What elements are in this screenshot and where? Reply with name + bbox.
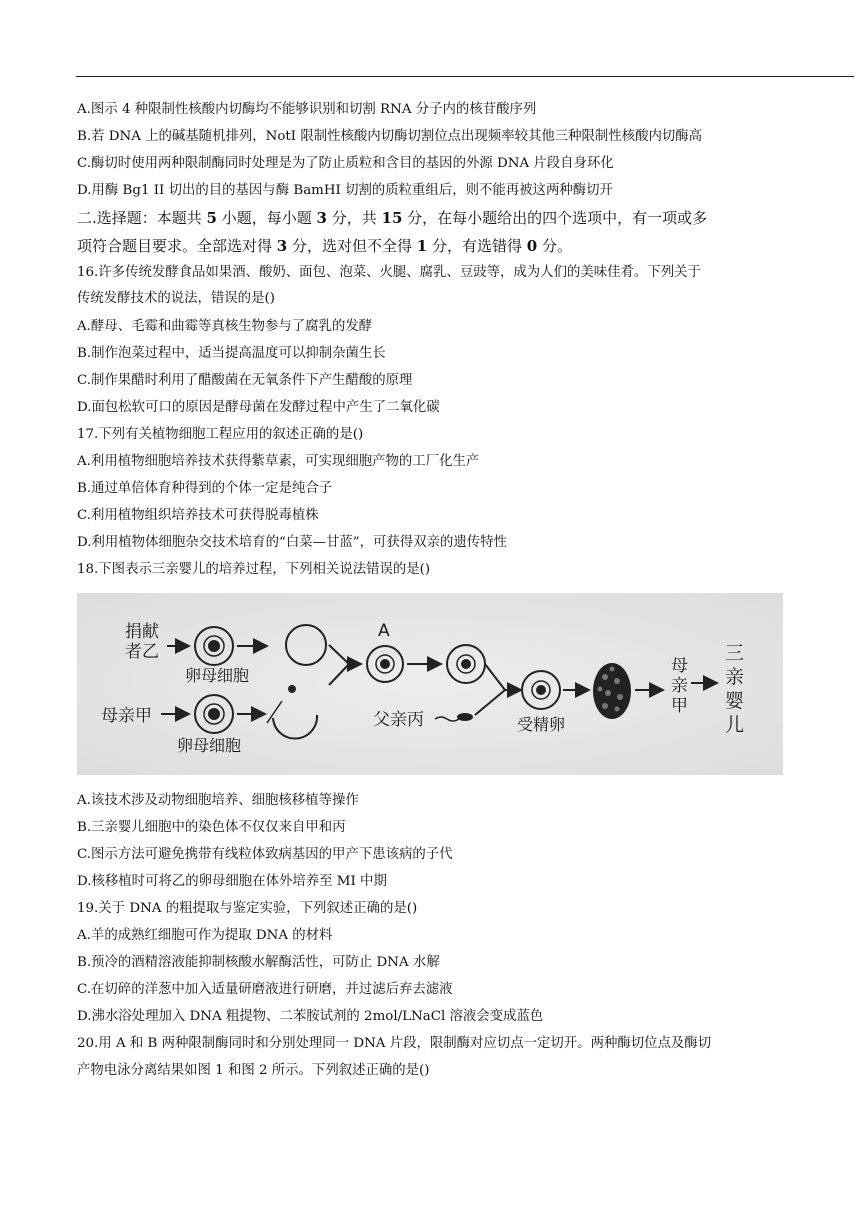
option-line: A.图示 4 种限制性核酸内切酶均不能够识别和切割 RNA 分子内的核苷酸序列: [77, 102, 537, 117]
section-instructions-line-1: 二.选择题：本题共 5 小题，每小题 3 分，共 15 分，在每小题给出的四个选项中，有一项或多: [77, 209, 708, 227]
donor-b-label-2: 者乙: [125, 642, 159, 662]
baby-label-2: 亲: [725, 666, 745, 688]
option-line: D.面包松软可口的原因是酵母菌在发酵过程中产生了二氧化碳: [77, 400, 440, 415]
question-18-stem: 18.下图表示三亲婴儿的培养过程，下列相关说法错误的是(): [77, 562, 431, 577]
option-line: D.沸水浴处理加入 DNA 粗提物、二苯胺试剂的 2mol/LNaCl 溶液会变成蓝色: [77, 1009, 544, 1024]
oocyte-label-a: 卵母细胞: [177, 736, 242, 755]
option-line: C.酶切时使用两种限制酶同时处理是为了防止质粒和含目的基因的外源 DNA 片段自身环化: [77, 156, 614, 171]
option-line: D.用酶 Bg1 II 切出的目的基因与酶 BamHI 切割的质粒重组后，则不能再被这两种酶切开: [77, 183, 613, 198]
mother-a-vertical-2: 亲: [671, 676, 688, 696]
mother-a-vertical-3: 甲: [671, 696, 688, 716]
question-19-stem: 19.关于 DNA 的粗提取与鉴定实验，下列叙述正确的是(): [77, 901, 418, 916]
question-16-stem: 传统发酵技术的说法，错误的是(): [77, 291, 275, 306]
question-16-stem: 16.许多传统发酵食品如果酒、酸奶、面包、泡菜、火腿、腐乳、豆豉等，成为人们的美味佳肴。下列关于: [77, 265, 701, 280]
label-a: A: [378, 621, 390, 641]
mother-a-label: 母亲甲: [101, 706, 152, 726]
father-c-label: 父亲丙: [373, 710, 424, 730]
nucleus-a: [288, 685, 296, 693]
option-line: D.核移植时可将乙的卵母细胞在体外培养至 MI 中期: [77, 874, 387, 889]
option-line: C.在切碎的洋葱中加入适量研磨液进行研磨，并过滤后弃去滤液: [77, 982, 453, 997]
donor-b-label-1: 捐献: [125, 622, 159, 642]
sperm-head: [457, 713, 473, 721]
option-line: B.三亲婴儿细胞中的染色体不仅仅来自甲和丙: [77, 820, 346, 835]
oocyte-label-b: 卵母细胞: [185, 666, 250, 685]
baby-label-1: 三: [725, 642, 745, 664]
option-line: A.该技术涉及动物细胞培养、细胞核移植等操作: [77, 793, 359, 808]
option-line: A.羊的成熟红细胞可作为提取 DNA 的材料: [77, 928, 333, 943]
mother-a-vertical-1: 母: [671, 656, 688, 676]
baby-label-4: 儿: [725, 714, 745, 736]
option-line: B.制作泡菜过程中，适当提高温度可以抑制杂菌生长: [77, 346, 386, 361]
option-line: C.利用植物组织培养技术可获得脱毒植株: [77, 508, 319, 523]
question-20-stem: 20.用 A 和 B 两种限制酶同时和分别处理同一 DNA 片段，限制酶对应切点一定切开。两种酶切位点及酶切: [77, 1036, 712, 1051]
option-line: D.利用植物体细胞杂交技术培育的“白菜—甘蓝”，可获得双亲的遗传特性: [77, 535, 507, 550]
baby-label-3: 婴: [725, 690, 745, 712]
option-line: A.酵母、毛霉和曲霉等真核生物参与了腐乳的发酵: [77, 319, 373, 334]
option-line: C.图示方法可避免携带有线粒体致病基因的甲产下患该病的子代: [77, 847, 453, 862]
question-20-stem: 产物电泳分离结果如图 1 和图 2 所示。下列叙述正确的是(): [77, 1063, 430, 1078]
header-rule: [76, 76, 854, 77]
question-17-stem: 17.下列有关植物细胞工程应用的叙述正确的是(): [77, 427, 364, 442]
zygote-label: 受精卵: [517, 715, 566, 734]
section-instructions-line-2: 项符合题目要求。全部选对得 3 分，选对但不全得 1 分，有选错得 0 分。: [77, 237, 572, 255]
option-line: C.制作果醋时利用了醋酸菌在无氧条件下产生醋酸的原理: [77, 373, 413, 388]
option-line: B.若 DNA 上的碱基随机排列，NotI 限制性核酸内切酶切割位点出现频率较其他三种限制性核酸内切酶高: [77, 129, 703, 144]
option-line: A.利用植物细胞培养技术获得紫草素，可实现细胞产物的工厂化生产: [77, 454, 480, 469]
option-line: B.通过单倍体育种得到的个体一定是纯合子: [77, 481, 333, 496]
option-line: B.预冷的酒精溶液能抑制核酸水解酶活性，可防止 DNA 水解: [77, 955, 440, 970]
three-parent-baby-diagram: [77, 593, 783, 775]
